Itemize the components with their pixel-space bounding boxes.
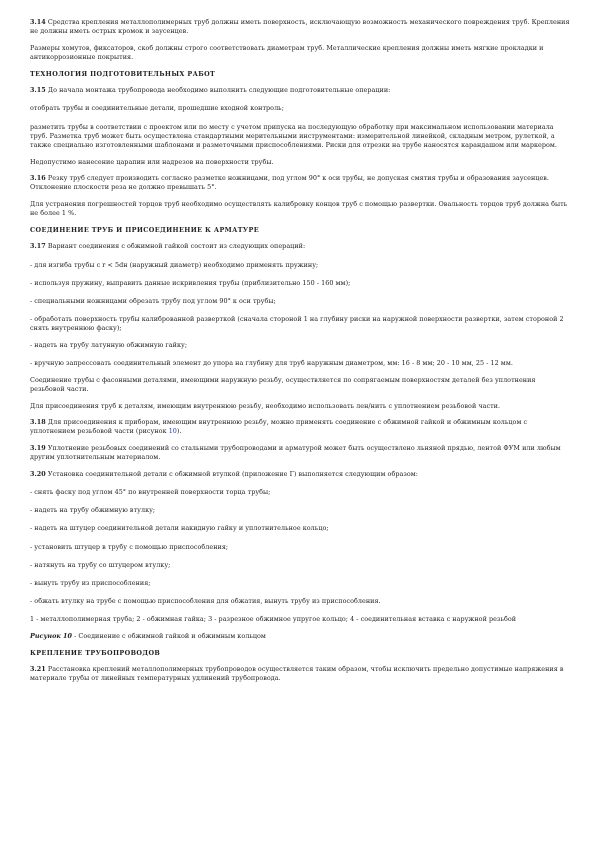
- paragraph-text: ).: [176, 427, 182, 436]
- section-heading-preparation: ТЕХНОЛОГИЯ ПОДГОТОВИТЕЛЬНЫХ РАБОТ: [30, 69, 216, 78]
- paragraph-3-20: [30, 470, 570, 479]
- paragraph-text: Для присоединения к приборам, имеющим внутреннюю резьбу, можно применять соединение с обжимной гайкой и обжимным кольцом с уплотнением резьбовой части (рисунок: [30, 418, 528, 436]
- clause-number: 3.14: [30, 18, 46, 26]
- list-item: - установить штуцер в трубу с помощью приспособления;: [30, 542, 229, 551]
- paragraph-text: Вариант соединения с обжимной гайкой состоит из следующих операций:: [45, 242, 306, 251]
- figure-caption: [30, 632, 570, 641]
- list-item: - обжать втулку на трубе с помощью приспособления для обжатия, вынуть трубу из приспособления.: [30, 597, 381, 606]
- list-item: - надеть на штуцер соединительной детали накидную гайку и уплотнительное кольцо;: [30, 524, 329, 533]
- list-item: - специальными ножницами обрезать трубу под углом 90° к оси трубы;: [30, 296, 276, 305]
- paragraph-3-15: [30, 86, 570, 95]
- paragraph-3-18: [30, 418, 570, 436]
- paragraph-text: Уплотнение резьбовых соединений со стальными трубопроводами и арматурой может быть осуществлено льняной прядью, лентой ФУМ или любым другим уплотнительным материалом.: [30, 443, 561, 462]
- figure-caption-label: Рисунок 10: [30, 631, 73, 640]
- list-item: - вручную запрессовать соединительный элемент до упора на глубину для труб наружным диаметром, мм: 16 - 8 мм; 20 - 10 мм, 25 - 12 мм.: [30, 359, 513, 368]
- paragraph-select: отобрать трубы и соединительные детали, прошедшие входной контроль;: [30, 104, 284, 113]
- clause-number: 3.19: [30, 443, 46, 452]
- paragraph-3-17: [30, 242, 570, 251]
- paragraph-inner-thread: Для присоединения труб к деталям, имеющим внутреннюю резьбу, необходимо использовать лен/нить с уплотнением резьбовой части.: [30, 401, 501, 410]
- figure-legend: 1 - металлополимерная труба; 2 - обжимная гайка; 3 - разрезное обжимное упругое кольцо; 4 - соединительная вставка с наружной резьбой: [30, 615, 517, 624]
- list-item: - вынуть трубу из приспособления;: [30, 578, 151, 587]
- paragraph-no-scratch: Недопустимо нанесение царапин или надрезов на поверхности трубы.: [30, 157, 274, 166]
- paragraph-3-19: [30, 444, 570, 462]
- document-page: [30, 18, 570, 684]
- figure-caption-text: - Соединение с обжимной гайкой и обжимным кольцом: [72, 631, 266, 640]
- list-item: - обработать поверхность трубы калиброванной разверткой (сначала стороной 1 на глубину риски на наружной поверхности развертки, затем стороной 2 снять внутреннюю фаску);: [30, 315, 564, 333]
- list-item: - надеть на трубу обжимную втулку;: [30, 506, 156, 515]
- list-item: - снять фаску под углом 45° по внутренней поверхности торца трубы;: [30, 487, 271, 496]
- paragraph-text: Установка соединительной детали с обжимной втулкой (приложение Г) выполняется следующим образом:: [45, 469, 419, 478]
- paragraph-text: Расстановка креплений металлополимерных трубопроводов осуществляется таким образом, чтобы исключить предельно допустимые напряжения в материале трубы от линейных температурных удлинений трубопровода.: [30, 665, 564, 683]
- clause-number: 3.15: [30, 86, 46, 95]
- list-item: - используя пружину, выправить данные искривления трубы (приблизительно 150 - 160 мм);: [30, 278, 351, 287]
- list-item: - для изгиба трубы с r < 5dн (наружный диаметр) необходимо применять пружину;: [30, 260, 319, 269]
- clause-number: 3.17: [30, 242, 46, 251]
- paragraph-text: Резку труб следует производить согласно разметке ножницами, под углом 90° к оси трубы, не допуская смятия трубы и образования заусенцев. Отклонение плоскости реза не должно превышать 5°.: [30, 174, 550, 192]
- paragraph-3-14: [30, 18, 570, 36]
- clause-number: 3.21: [30, 665, 46, 674]
- clause-number: 3.16: [30, 174, 46, 183]
- paragraph-sizes: Размеры хомутов, фиксаторов, скоб должны строго соответствовать диаметрам труб. Металлические крепления должны иметь мягкие прокладки и антикоррозионные покрытия.: [30, 43, 544, 61]
- list-item: - натянуть на трубу со штуцером втулку;: [30, 560, 171, 569]
- paragraph-ends: Для устранения погрешностей торцов труб необходимо осуществлять калибровку концов труб с помощью развертки. Овальность торцов труб должна быть не более 1 %.: [30, 199, 568, 218]
- paragraph-3-21: [30, 665, 570, 683]
- paragraph-text: До начала монтажа трубопровода необходимо выполнить следующие подготовительные операции:: [45, 86, 391, 95]
- section-heading-mounting: КРЕПЛЕНИЕ ТРУБОПРОВОДОВ: [30, 648, 161, 657]
- clause-number: 3.20: [30, 469, 46, 478]
- list-item: - надеть на трубу латунную обжимную гайку;: [30, 340, 188, 349]
- clause-number: 3.18: [30, 418, 46, 427]
- paragraph-fittings: Соединение трубы с фасонными деталями, имеющими наружную резьбу, осуществляется по сопрягаемым поверхностям деталей без уплотнения резьбовой части.: [30, 375, 536, 393]
- section-heading-joints: СОЕДИНЕНИЕ ТРУБ И ПРИСОЕДИНЕНИЕ К АРМАТУРЕ: [30, 225, 259, 234]
- paragraph-marking: разметить трубы в соответствии с проектом или по месту с учетом припуска на последующую обработку при максимальном использовании материала труб. Разметка труб может быть осуществлена стандартными мерительными инструментами: измерительной линейкой, складным метром, рулеткой, а также специально изготовленными шаблонами и разметочными приспособлениями. Риски для отрезки на трубе наносятся карандашом или маркером.: [30, 122, 557, 149]
- paragraph-text: Средства крепления металлополимерных труб должны иметь поверхность, исключающую возможность механического повреждения труб. Крепления не должны иметь острых кромок и заусенцев.: [30, 18, 570, 36]
- figure-link[interactable]: 10: [168, 427, 177, 436]
- paragraph-3-16: [30, 174, 570, 192]
